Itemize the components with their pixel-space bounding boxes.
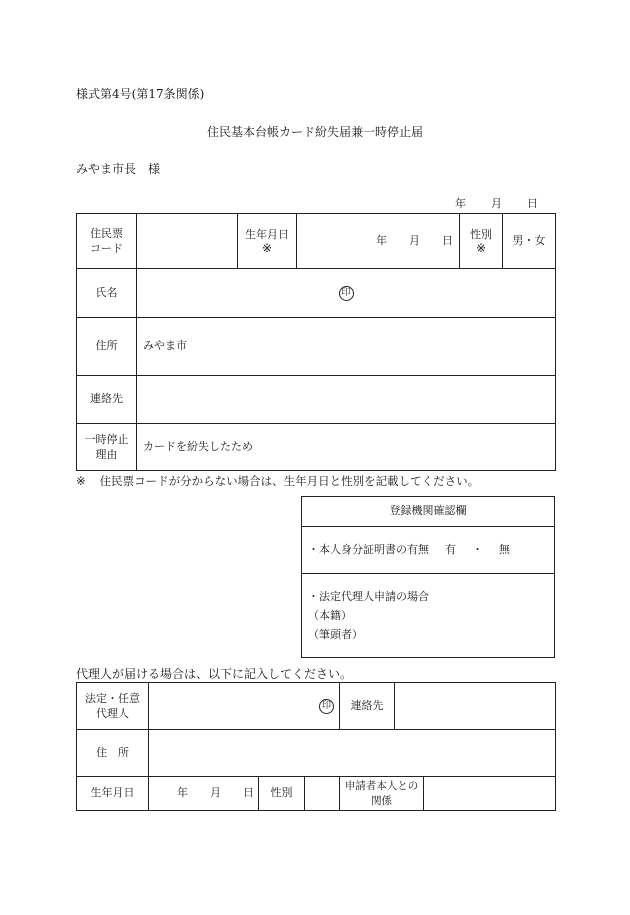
applicant-table <box>76 213 556 471</box>
confirmation-box <box>301 496 555 658</box>
agent-contact-field[interactable] <box>395 683 556 730</box>
note-mark: ※ <box>261 240 273 255</box>
agent-birth-year-label: 年 <box>177 786 188 800</box>
agent-intro: 代理人が届ける場合は、以下に記入してください。 <box>76 667 353 681</box>
relation-label: 申請者本人との関係 <box>340 777 424 811</box>
agent-birth-label: 生年月日 <box>77 777 149 811</box>
date-day-label: 日 <box>527 197 538 210</box>
id-document-no[interactable]: 無 <box>499 542 510 556</box>
agent-birth-day-label: 日 <box>243 786 254 800</box>
hittousha-label: （筆頭者） <box>308 628 363 641</box>
agent-label: 法定・任意 代理人 <box>77 683 149 730</box>
resident-code-field[interactable] <box>137 214 238 269</box>
agent-name-field[interactable] <box>149 683 340 730</box>
note-mark: ※ <box>475 240 487 255</box>
honseki-label: （本籍） <box>308 609 352 622</box>
birth-month-label: 月 <box>409 233 420 247</box>
agent-address-label: 住 所 <box>77 730 149 777</box>
form-number: 様式第4号(第17条関係) <box>76 87 205 101</box>
id-document-row[interactable] <box>302 527 555 574</box>
birth-date-label: 生年月日 ※ <box>238 214 297 269</box>
date-year-label: 年 <box>455 197 466 210</box>
id-document-yes[interactable]: 有 <box>445 542 456 556</box>
resident-code-note <box>76 473 479 489</box>
name-field[interactable] <box>137 269 556 318</box>
contact-field[interactable] <box>137 376 556 424</box>
note-mark: ※ <box>76 474 86 488</box>
date-month-label: 月 <box>491 197 502 210</box>
id-document-label: ・本人身分証明書の有無 <box>308 542 429 556</box>
agent-table <box>76 682 556 811</box>
agent-contact-label: 連絡先 <box>340 683 395 730</box>
legal-representative-label: ・法定代理人申請の場合 <box>308 590 429 603</box>
agent-birth-date-field[interactable] <box>149 777 259 811</box>
addressee: みやま市長 様 <box>76 162 161 176</box>
contact-label: 連絡先 <box>77 376 137 424</box>
form-title: 住民基本台帳カード紛失届兼一時停止届 <box>206 125 423 139</box>
birth-day-label: 日 <box>442 233 453 247</box>
resident-code-label: 住民票 コード <box>77 214 137 269</box>
agent-sex-label: 性別 <box>259 777 305 811</box>
note-text: 住民票コードが分からない場合は、生年月日と性別を記載してください。 <box>99 474 480 488</box>
confirmation-title: 登録機関確認欄 <box>302 497 555 527</box>
sex-field[interactable]: 男・女 <box>503 214 556 269</box>
address-label: 住所 <box>77 318 137 376</box>
agent-address-field[interactable] <box>149 730 556 777</box>
seal-mark: 印 <box>339 286 354 301</box>
birth-date-field[interactable] <box>297 214 460 269</box>
legal-representative-row[interactable] <box>302 574 555 658</box>
relation-field[interactable] <box>424 777 556 811</box>
submission-date[interactable] <box>455 195 538 211</box>
agent-birth-month-label: 月 <box>210 786 221 800</box>
birth-year-label: 年 <box>376 233 387 247</box>
name-label: 氏名 <box>77 269 137 318</box>
id-document-separator: ・ <box>472 542 483 556</box>
address-field[interactable]: みやま市 <box>137 318 556 376</box>
agent-sex-field[interactable] <box>305 777 340 811</box>
suspension-reason-label: 一時停止 理由 <box>77 424 137 471</box>
sex-label: 性別 ※ <box>460 214 503 269</box>
seal-mark: 印 <box>319 699 334 714</box>
suspension-reason-field[interactable]: カードを紛失したため <box>137 424 556 471</box>
